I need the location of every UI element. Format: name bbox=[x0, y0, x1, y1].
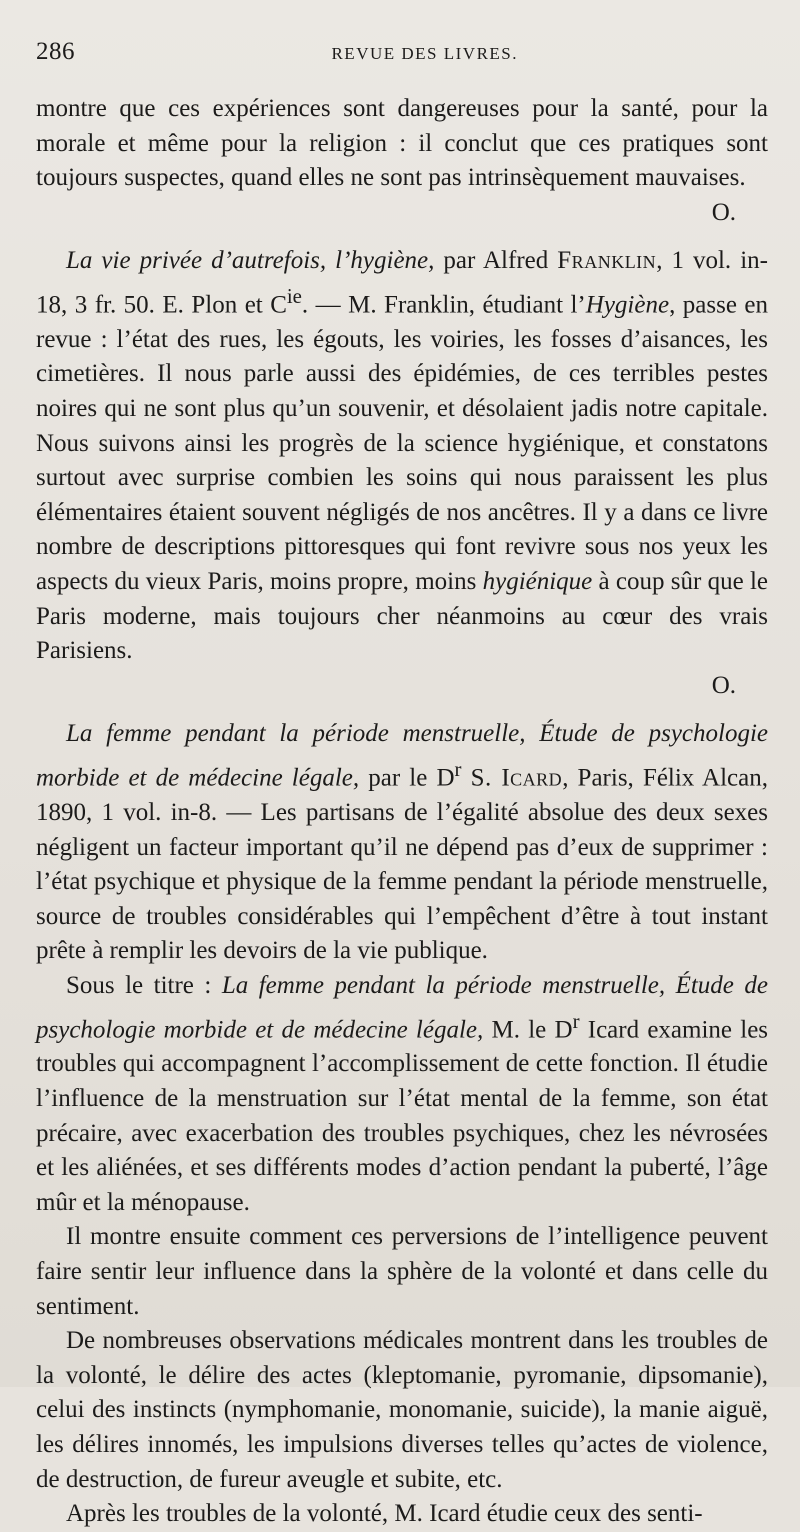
review-franklin bbox=[36, 244, 768, 668]
running-title: REVUE DES LIVRES. bbox=[331, 44, 518, 63]
review-icard bbox=[36, 717, 768, 968]
superscript: ie bbox=[286, 283, 302, 308]
review-text: , passe en revue : l’état des rues, les égouts, les voiries, les fosses d’aisances, les cimetières. Il nous parle aussi des épidémies, de ces terribles pestes noires qui ne sont plus qu’un souvenir, et désolaient jadis notre capitale. Nous suivons ainsi les progrès de la science hygiénique, et constatons surtout avec surprise combien les soins qui nous paraissent les plus élémentaires étaient souvent négligés de nos ancêtres. Il y a dans ce livre nombre de descriptions pittoresques qui font revivre sous nos yeux les aspects du vieux Paris, moins propre, moins bbox=[36, 291, 768, 596]
italic-text: hygiénique bbox=[482, 568, 593, 596]
book-title: La vie privée d’autrefois, l’hygiène, bbox=[66, 247, 435, 275]
paragraph-text: montre que ces expériences sont dangereuses pour la santé, pour la morale et même pour la religion : il conclut que ces pratiques sont toujours suspectes, quand elles ne sont pas intrinsèquement mauvaises. bbox=[36, 95, 768, 192]
paragraph bbox=[36, 1497, 768, 1532]
superscript: r bbox=[454, 757, 462, 782]
paragraph-continuation bbox=[36, 92, 768, 196]
review-text: à coup sûr que le Paris moderne, mais toujours cher néanmoins au cœur des vrais Parisiens. bbox=[36, 568, 768, 665]
reviewer-signature: O. bbox=[711, 671, 736, 699]
superscript: r bbox=[572, 1008, 580, 1033]
publication-info: , 1 vol. in-18, 3 fr. 50. E. Plon et C bbox=[36, 247, 768, 319]
italic-text: La femme pendant la période menstruelle, Étude de psychologie morbide et de médecine légale, bbox=[36, 971, 768, 1043]
review-text: . — M. Franklin, étudiant l’ bbox=[301, 291, 586, 319]
reviewer-signature: O. bbox=[711, 198, 736, 226]
paragraph bbox=[36, 1324, 768, 1497]
author-name: Franklin bbox=[557, 247, 657, 275]
byline: par Alfred bbox=[434, 247, 558, 275]
paragraph-text: M. le D bbox=[483, 1015, 573, 1043]
paragraph-text: De nombreuses observations médicales montrent dans les troubles de la volonté, le délire des actes (kleptomanie, pyromanie, dipsomanie), celui des instincts (nymphomanie, monomanie, suicide), la manie aiguë, les délires innomés, les impulsions diverses telles qu’actes de violence, de destruction, de fureur aveugle et subite, etc. bbox=[36, 1327, 768, 1493]
paragraph-text: Sous le titre : bbox=[66, 971, 222, 999]
page-body bbox=[36, 92, 768, 1532]
page-number: 286 bbox=[36, 38, 75, 65]
author-name: S. Icard bbox=[470, 764, 563, 792]
book-title: La femme pendant la période menstruelle, Étude de psychologie morbide et de médecine légale, bbox=[36, 720, 768, 792]
paragraph-text: Après les troubles de la volonté, M. Icard étudie ceux des senti- bbox=[66, 1500, 703, 1528]
review-text: , Paris, Félix Alcan, 1890, 1 vol. in-8. — Les partisans de l’égalité absolue des deux sexes négligent un facteur important qu’il ne dépend pas d’eux de supprimer : l’état psychique et physique de la femme pendant la période menstruelle, source de troubles considérables qui l’empêchent d’être à tout instant prête à remplir les devoirs de la vie publique. bbox=[36, 764, 768, 965]
paragraph-text: Icard examine les troubles qui accompagnent l’accomplissement de cette fonction. Il étudie l’influence de la menstruation sur l’état mental de la femme, son état précaire, avec exacerbation des troubles psychiques, chez les névrosées et les aliénées, et ses différents modes d’action pendant la puberté, l’âge mûr et la ménopause. bbox=[36, 1015, 769, 1216]
page-header bbox=[36, 38, 768, 82]
italic-text: Hygiène bbox=[585, 291, 670, 319]
paragraph bbox=[36, 969, 768, 1220]
byline: par le D bbox=[359, 764, 455, 792]
paragraph-text: Il montre ensuite comment ces perversions de l’intelligence peuvent faire sentir leur influence dans la sphère de la volonté et dans celle du sentiment. bbox=[36, 1223, 768, 1320]
paragraph bbox=[36, 1220, 768, 1324]
